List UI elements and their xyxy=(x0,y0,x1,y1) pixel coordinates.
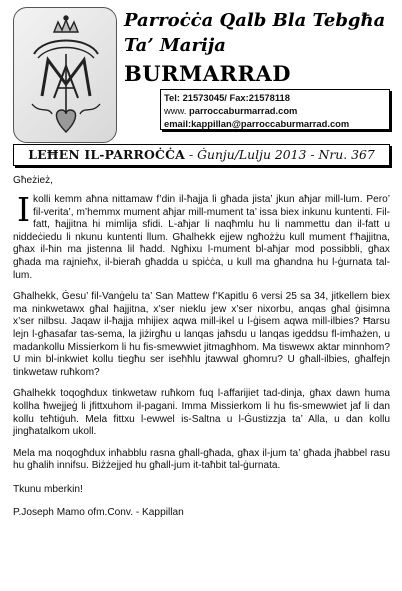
letter-paragraph: Għalhekk toqogħdux tinkwetaw ruħkom fuq l-affarijiet tad-dinja, għax dawn huma kollha ħwejjeġ li jfittxuhom il-pagani. Imma Missierkom li hu fis-smewwiet jaf li dan kollu teħtiġuh. Mela fittxu l-ewwel is-Saltna u l-Ġustizzja ta’ Alla, u dan kollu jingħatalkom ukoll. xyxy=(13,388,390,438)
letter-paragraph xyxy=(13,190,390,282)
parish-location: BURMARRAD xyxy=(124,61,291,86)
letter-body xyxy=(13,175,390,520)
issue-separator: - xyxy=(185,147,198,162)
parish-dedication: Ta’ Marija xyxy=(124,35,226,56)
newsletter-title: LEĦEN IL-PARROĊĊA xyxy=(28,147,185,162)
issue-info-bar xyxy=(13,144,390,166)
letter-closing: Tkunu mberkin! xyxy=(13,483,83,495)
issue-number: Nru. 367 xyxy=(318,147,375,162)
marian-monogram-icon xyxy=(24,14,108,138)
letter-greeting: Għeżież, xyxy=(13,175,53,186)
letter-signature: P.Joseph Mamo ofm.Conv. - Kappillan xyxy=(13,507,184,519)
website-domain: parroccaburmarrad.com xyxy=(189,105,298,116)
contact-box xyxy=(160,89,390,130)
contact-website[interactable] xyxy=(164,104,389,117)
drop-cap: I xyxy=(17,190,31,229)
issue-separator: - xyxy=(306,147,319,162)
letter-paragraph: Għalhekk, Ġesu’ fil-Vanġelu ta’ San Mattew f’Kapitlu 6 versi 25 sa 34, jitkellem biex ma ninkwetawx għal ħajjitna, x’ser nieklu jew x’ser nixorbu, anqas għal ġisimna x’ser nilbsu. Jaqaw il-ħajja mhijiex aqwa mill-ikel u l-ġisem aqwa mill-ilbies? Ħarsu lejn l-għasafar tas-sema, la jiżirgħu u lanqas jaħsdu u lanqas igeddsu fl-imħażen, u madankollu Missierkom li hu fis-smewwiet jitmagħhom. Ma tiswewx aktar minnhom? U min bl-inkwiet kollu tiegħu ser iseħħlu jtawwal għomru? U għall-ilbies, għalfejn tinkwetaw ruħkom? xyxy=(13,291,390,378)
contact-email[interactable]: email:kappillan@parroccaburmarrad.com xyxy=(164,118,350,129)
contact-phone-fax: Tel: 21573045/ Fax:21578118 xyxy=(164,92,290,103)
website-prefix: www. xyxy=(164,105,187,116)
parish-name: Parroċċa Qalb Bla Tebgħa xyxy=(124,10,386,31)
parish-logo xyxy=(13,7,117,143)
issue-date: Ġunju/Lulju 2013 xyxy=(197,147,307,162)
paragraph-text: kolli kemm aħna nittamaw f’din il-ħajja li għada jista’ jkun aħjar mill-lum. Pero’ fil-verita’, m’hemmx mument aħjar mill-mument ta’ issa biex inkunu kuntenti. Fil-fatt, ħajjitna hi mimlija sfidi. L-aħjar li naqħmlu hu li nammettu dan il-fatt u niddeċiedu li nkunu kuntenti llum. Għalhekk ejjew ngħożżu kull mument f’ħajjitna, għax il-ħin ma jistenna lil ħadd. Ngħixu l-mument bl-aħjar mod possibbli, għax għada ma rajnieħx, il-bieraħ għadda u spiċċa, u kull ma għandna hu l-ġurnata tal-lum. xyxy=(13,194,390,281)
letter-paragraph: Mela ma noqogħdux inħabblu rasna għall-għada, għax il-jum ta’ għada jħabbel rasu hu għalih innifsu. Biżżejjed hu għall-jum it-taħbit tal-ġurnata. xyxy=(13,447,390,472)
